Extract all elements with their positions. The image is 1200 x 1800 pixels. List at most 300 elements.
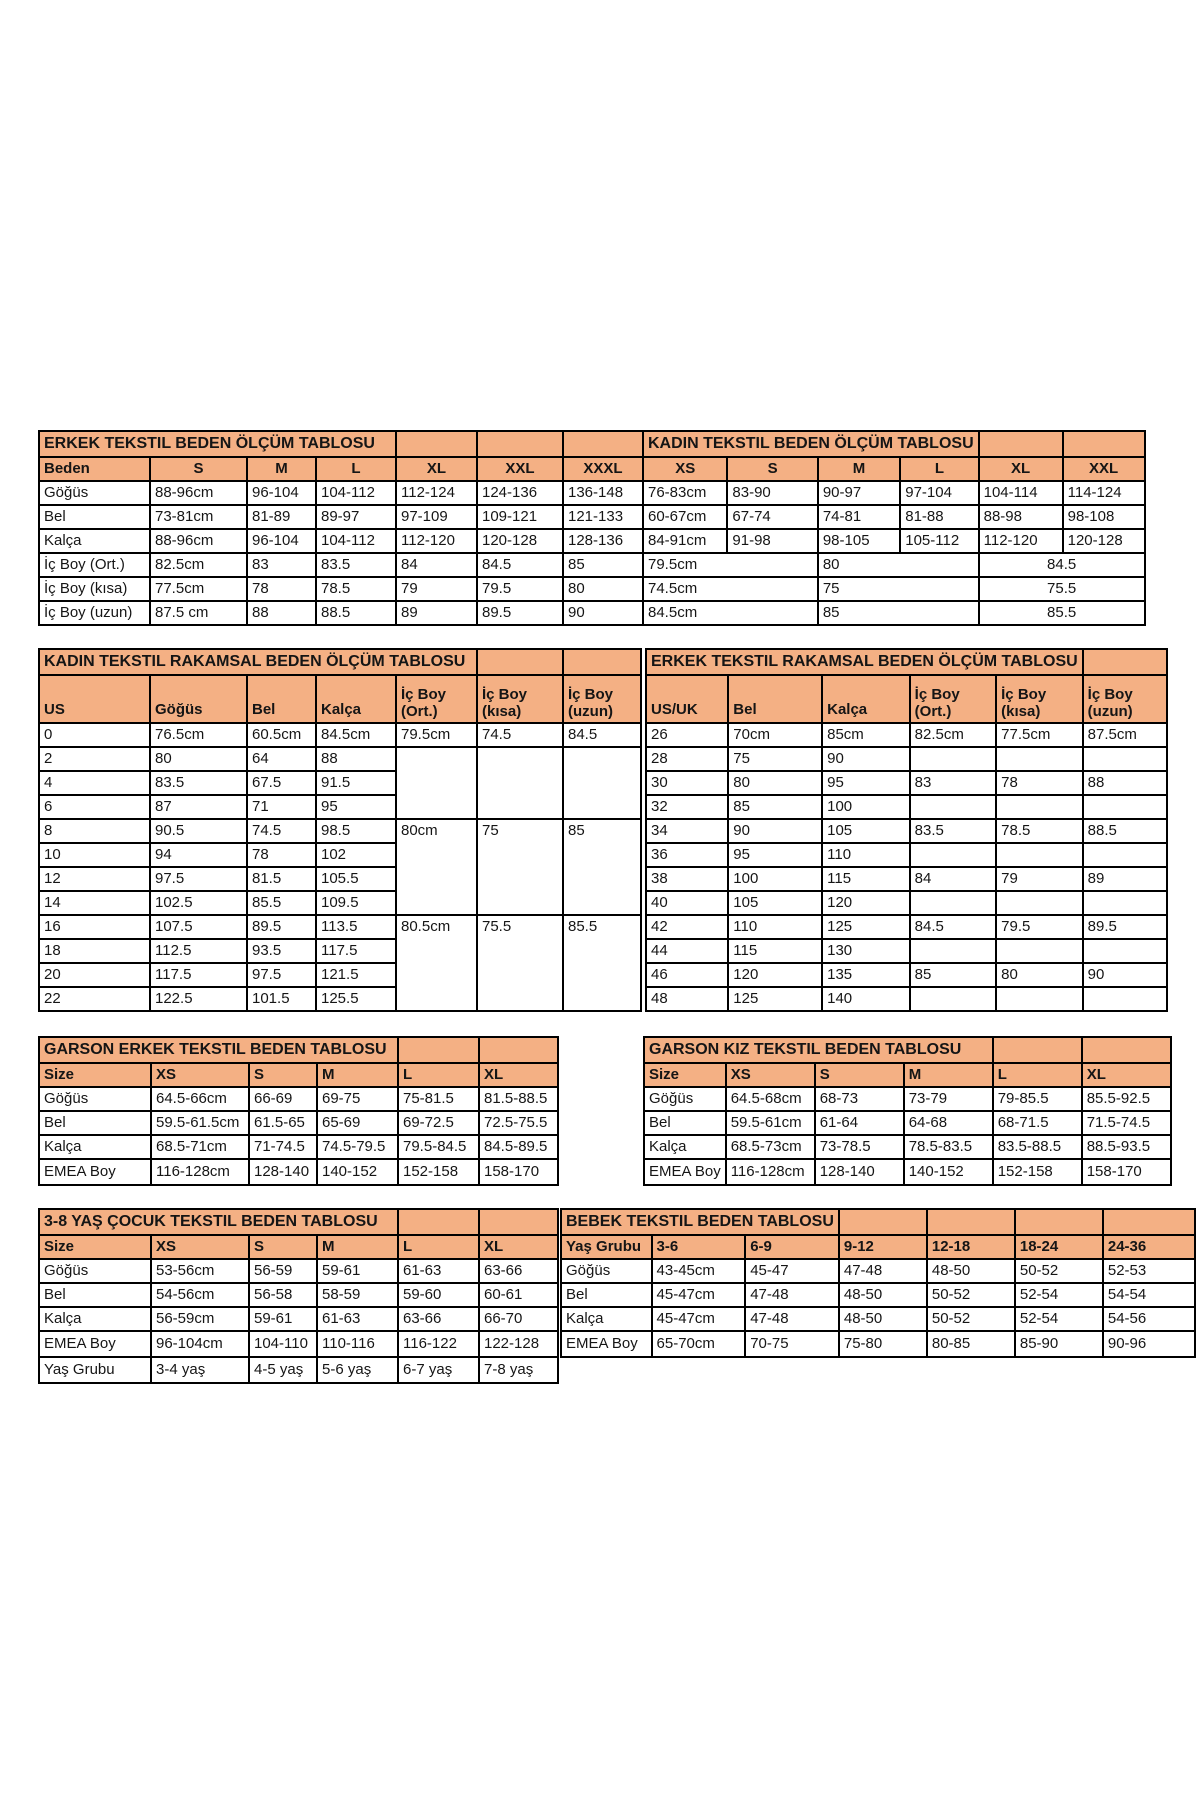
data-cell: 95 — [728, 843, 822, 867]
data-cell: 80 — [728, 771, 822, 795]
data-cell: 81-89 — [247, 505, 316, 529]
data-cell: 85 — [818, 601, 979, 625]
table-row — [39, 723, 641, 747]
table-title-cell — [398, 1209, 479, 1235]
data-cell: 110 — [822, 843, 910, 867]
table-title-cell — [479, 1037, 558, 1063]
data-cell: 98-108 — [1063, 505, 1145, 529]
data-cell: 78 — [247, 577, 316, 601]
data-cell: 122.5 — [150, 987, 247, 1011]
data-cell: 85cm — [822, 723, 910, 747]
row-label: 0 — [39, 723, 150, 747]
data-cell: 52-54 — [1015, 1283, 1103, 1307]
table-row — [39, 675, 641, 723]
data-cell: 88 — [316, 747, 396, 771]
row-label-header: Size — [39, 1235, 151, 1259]
data-cell: 74-81 — [818, 505, 900, 529]
kadin-rakamsal-title: KADIN TEKSTIL RAKAMSAL BEDEN ÖLÇÜM TABLOSU — [39, 649, 477, 675]
data-cell: 130 — [822, 939, 910, 963]
table-row — [646, 723, 1167, 747]
data-cell: 80 — [150, 747, 247, 771]
row-label: 40 — [646, 891, 728, 915]
data-cell: 47-48 — [745, 1283, 839, 1307]
data-cell: 79-85.5 — [993, 1087, 1082, 1111]
data-cell: 122-128 — [479, 1331, 558, 1357]
table-row — [39, 553, 1145, 577]
col-header: M — [818, 457, 900, 481]
data-cell: 78 — [996, 771, 1083, 795]
data-cell: 85.5-92.5 — [1082, 1087, 1171, 1111]
row-label: 38 — [646, 867, 728, 891]
data-cell: 56-58 — [249, 1283, 317, 1307]
data-cell: 101.5 — [247, 987, 316, 1011]
data-cell: 105.5 — [316, 867, 396, 891]
data-cell: 75 — [818, 577, 979, 601]
data-cell: 67-74 — [727, 505, 817, 529]
data-cell: 64.5-66cm — [151, 1087, 249, 1111]
table-title-cell — [927, 1209, 1015, 1235]
data-cell: 68-73 — [815, 1087, 904, 1111]
data-cell: 80-85 — [927, 1331, 1015, 1357]
data-cell: 80 — [563, 577, 643, 601]
data-cell — [910, 747, 996, 771]
col-header: L — [993, 1063, 1082, 1087]
row-label: 46 — [646, 963, 728, 987]
data-cell: 85.5 — [979, 601, 1145, 625]
garson-erkek-beden-table — [38, 1036, 559, 1186]
data-cell: 70-75 — [745, 1331, 839, 1357]
table-row — [39, 1135, 558, 1159]
data-cell — [996, 747, 1083, 771]
data-cell: 83.5-88.5 — [993, 1135, 1082, 1159]
data-cell: 84-91cm — [643, 529, 727, 553]
table-title-cell — [563, 431, 643, 457]
garson-kiz-title: GARSON KIZ TEKSTIL BEDEN TABLOSU — [644, 1037, 993, 1063]
data-cell: 84 — [396, 553, 477, 577]
data-cell: 80.5cm — [396, 915, 477, 1011]
col-header: Kalça — [316, 675, 396, 723]
table-row — [646, 963, 1167, 987]
data-cell — [563, 747, 641, 819]
data-cell: 85.5 — [563, 915, 641, 1011]
data-cell: 95 — [822, 771, 910, 795]
table-row — [644, 1111, 1171, 1135]
data-cell: 128-136 — [563, 529, 643, 553]
data-cell: 98.5 — [316, 819, 396, 843]
data-cell: 120 — [822, 891, 910, 915]
data-cell: 152-158 — [993, 1159, 1082, 1185]
kadin-olcum-title: KADIN TEKSTIL BEDEN ÖLÇÜM TABLOSU — [643, 431, 979, 457]
data-cell: 66-70 — [479, 1307, 558, 1331]
data-cell: 88 — [1083, 771, 1167, 795]
data-cell: 74.5 — [477, 723, 563, 747]
data-cell: 81.5 — [247, 867, 316, 891]
data-cell: 85 — [563, 819, 641, 915]
data-cell: 73-79 — [904, 1087, 993, 1111]
data-cell: 79.5cm — [396, 723, 477, 747]
col-header: S — [249, 1063, 317, 1087]
row-label: EMEA Boy — [39, 1159, 151, 1185]
row-label: 34 — [646, 819, 728, 843]
row-label: 4 — [39, 771, 150, 795]
data-cell: 102 — [316, 843, 396, 867]
row-label: Bel — [39, 1111, 151, 1135]
row-label: Kalça — [39, 1307, 151, 1331]
row-label: Göğüs — [644, 1087, 726, 1111]
table-row — [39, 1259, 558, 1283]
row-label-header: US — [39, 675, 150, 723]
data-cell: 84.5cm — [316, 723, 396, 747]
table-row — [646, 747, 1167, 771]
row-label: 12 — [39, 867, 150, 891]
col-header: 24-36 — [1103, 1235, 1195, 1259]
data-cell: 75.5 — [979, 577, 1145, 601]
data-cell: 75-80 — [839, 1331, 927, 1357]
table-row — [646, 987, 1167, 1011]
data-cell: 89.5 — [247, 915, 316, 939]
row-label: İç Boy (kısa) — [39, 577, 150, 601]
row-label: 44 — [646, 939, 728, 963]
col-header: XS — [151, 1235, 249, 1259]
erkek-kadin-beden-olcum-table — [38, 430, 1146, 626]
data-cell — [396, 747, 477, 819]
data-cell: 59.5-61.5cm — [151, 1111, 249, 1135]
data-cell: 81-88 — [900, 505, 978, 529]
table-title-cell — [1082, 1037, 1171, 1063]
table-row — [39, 1235, 558, 1259]
col-header: L — [900, 457, 978, 481]
row-label-header: US/UK — [646, 675, 728, 723]
data-cell: 112-124 — [396, 481, 477, 505]
col-header: M — [904, 1063, 993, 1087]
row-label: 26 — [646, 723, 728, 747]
data-cell: 69-72.5 — [398, 1111, 479, 1135]
col-header: İç Boy (Ort.) — [910, 675, 996, 723]
data-cell: 76.5cm — [150, 723, 247, 747]
data-cell: 75-81.5 — [398, 1087, 479, 1111]
col-header: İç Boy (kısa) — [477, 675, 563, 723]
garson-erkek-title: GARSON ERKEK TEKSTIL BEDEN TABLOSU — [39, 1037, 398, 1063]
data-cell: 100 — [822, 795, 910, 819]
table-title-cell — [477, 649, 563, 675]
data-cell: 70cm — [728, 723, 822, 747]
col-header: S — [249, 1235, 317, 1259]
data-cell: 84.5cm — [643, 601, 818, 625]
data-cell — [1083, 843, 1167, 867]
data-cell: 85 — [728, 795, 822, 819]
col-header: S — [815, 1063, 904, 1087]
data-cell: 125 — [822, 915, 910, 939]
row-label: Göğüs — [39, 1259, 151, 1283]
data-cell: 74.5 — [247, 819, 316, 843]
col-header: 3-6 — [652, 1235, 746, 1259]
data-cell: 88-96cm — [150, 481, 247, 505]
data-cell: 88.5 — [1083, 819, 1167, 843]
data-cell: 78 — [247, 843, 316, 867]
table-row — [39, 1357, 558, 1383]
table-title-cell — [477, 431, 563, 457]
data-cell: 79.5 — [996, 915, 1083, 939]
table-row — [39, 915, 641, 939]
col-header: M — [317, 1063, 398, 1087]
data-cell: 84 — [910, 867, 996, 891]
row-label-header: Beden — [39, 457, 150, 481]
data-cell: 73-81cm — [150, 505, 247, 529]
col-header: İç Boy (kısa) — [996, 675, 1083, 723]
data-cell: 69-75 — [317, 1087, 398, 1111]
table-title-cell — [979, 431, 1063, 457]
data-cell: 125.5 — [316, 987, 396, 1011]
table-title-cell — [563, 649, 641, 675]
table-row — [39, 577, 1145, 601]
data-cell: 59.5-61cm — [726, 1111, 815, 1135]
data-cell: 78.5 — [316, 577, 396, 601]
table-row — [39, 1037, 558, 1063]
data-cell — [910, 891, 996, 915]
data-cell: 100 — [728, 867, 822, 891]
row-label: Göğüs — [39, 1087, 151, 1111]
table-row — [561, 1209, 1195, 1235]
data-cell: 50-52 — [927, 1283, 1015, 1307]
col-header: S — [150, 457, 247, 481]
data-cell: 79.5-84.5 — [398, 1135, 479, 1159]
row-label: 16 — [39, 915, 150, 939]
row-label: İç Boy (Ort.) — [39, 553, 150, 577]
data-cell: 140 — [822, 987, 910, 1011]
data-cell: 104-114 — [979, 481, 1063, 505]
data-cell: 89 — [1083, 867, 1167, 891]
table-row — [39, 529, 1145, 553]
data-cell: 80 — [996, 963, 1083, 987]
data-cell: 90 — [728, 819, 822, 843]
data-cell — [1083, 891, 1167, 915]
data-cell: 83-90 — [727, 481, 817, 505]
row-label: 6 — [39, 795, 150, 819]
table-row — [561, 1283, 1195, 1307]
data-cell: 97.5 — [247, 963, 316, 987]
row-label: 28 — [646, 747, 728, 771]
table-row — [646, 771, 1167, 795]
data-cell: 94 — [150, 843, 247, 867]
data-cell: 45-47cm — [652, 1283, 746, 1307]
row-label: Bel — [39, 1283, 151, 1307]
data-cell: 75 — [728, 747, 822, 771]
table-row — [646, 649, 1167, 675]
data-cell: 67.5 — [247, 771, 316, 795]
data-cell: 83 — [910, 771, 996, 795]
data-cell: 77.5cm — [996, 723, 1083, 747]
row-label: 48 — [646, 987, 728, 1011]
table-row — [646, 675, 1167, 723]
erkek-rakamsal-beden-table — [645, 648, 1168, 1012]
table-title-cell — [479, 1209, 558, 1235]
data-cell: 79 — [996, 867, 1083, 891]
data-cell: 82.5cm — [150, 553, 247, 577]
col-header: XS — [151, 1063, 249, 1087]
col-header: XS — [643, 457, 727, 481]
data-cell: 90.5 — [150, 819, 247, 843]
data-cell: 152-158 — [398, 1159, 479, 1185]
erkek-rakamsal-title: ERKEK TEKSTIL RAKAMSAL BEDEN ÖLÇÜM TABLOSU — [646, 649, 1083, 675]
col-header: XS — [726, 1063, 815, 1087]
row-label: 14 — [39, 891, 150, 915]
data-cell: 109.5 — [316, 891, 396, 915]
data-cell: 78.5-83.5 — [904, 1135, 993, 1159]
data-cell: 97-104 — [900, 481, 978, 505]
data-cell — [1083, 939, 1167, 963]
data-cell: 74.5cm — [643, 577, 818, 601]
data-cell: 80 — [818, 553, 979, 577]
data-cell: 45-47cm — [652, 1307, 746, 1331]
table-row — [39, 457, 1145, 481]
table-row — [644, 1159, 1171, 1185]
data-cell: 82.5cm — [910, 723, 996, 747]
col-header: İç Boy (Ort.) — [396, 675, 477, 723]
table-row — [39, 649, 641, 675]
table-row — [39, 1111, 558, 1135]
table-row — [646, 795, 1167, 819]
data-cell: 7-8 yaş — [479, 1357, 558, 1383]
data-cell: 75.5 — [477, 915, 563, 1011]
data-cell: 61-63 — [317, 1307, 398, 1331]
col-header: XL — [479, 1063, 558, 1087]
row-label: 2 — [39, 747, 150, 771]
data-cell: 59-61 — [249, 1307, 317, 1331]
data-cell: 79 — [396, 577, 477, 601]
data-cell: 96-104 — [247, 529, 316, 553]
data-cell: 115 — [822, 867, 910, 891]
data-cell: 116-128cm — [726, 1159, 815, 1185]
data-cell: 120-128 — [477, 529, 563, 553]
data-cell: 90 — [1083, 963, 1167, 987]
data-cell: 110-116 — [317, 1331, 398, 1357]
data-cell: 68.5-73cm — [726, 1135, 815, 1159]
data-cell: 98-105 — [818, 529, 900, 553]
data-cell: 74.5-79.5 — [317, 1135, 398, 1159]
data-cell: 85-90 — [1015, 1331, 1103, 1357]
data-cell: 79.5cm — [643, 553, 818, 577]
row-label: Bel — [561, 1283, 652, 1307]
table-row — [39, 1331, 558, 1357]
data-cell: 54-56cm — [151, 1283, 249, 1307]
col-header: İç Boy (uzun) — [563, 675, 641, 723]
data-cell: 120-128 — [1063, 529, 1145, 553]
data-cell: 61-63 — [398, 1259, 479, 1283]
data-cell: 60-67cm — [643, 505, 727, 529]
row-label: 30 — [646, 771, 728, 795]
data-cell: 78.5 — [996, 819, 1083, 843]
col-header: L — [316, 457, 396, 481]
data-cell: 102.5 — [150, 891, 247, 915]
data-cell: 84.5-89.5 — [479, 1135, 558, 1159]
data-cell: 91-98 — [727, 529, 817, 553]
table-row — [39, 1159, 558, 1185]
data-cell: 96-104 — [247, 481, 316, 505]
data-cell: 3-4 yaş — [151, 1357, 249, 1383]
data-cell: 48-50 — [839, 1307, 927, 1331]
table-row — [39, 601, 1145, 625]
data-cell: 64 — [247, 747, 316, 771]
table-title-cell — [1083, 649, 1167, 675]
data-cell: 77.5cm — [150, 577, 247, 601]
row-label: Kalça — [39, 1135, 151, 1159]
data-cell: 64-68 — [904, 1111, 993, 1135]
data-cell: 107.5 — [150, 915, 247, 939]
data-cell — [910, 843, 996, 867]
col-header: Kalça — [822, 675, 910, 723]
data-cell: 87.5cm — [1083, 723, 1167, 747]
data-cell: 117.5 — [316, 939, 396, 963]
row-label: EMEA Boy — [561, 1331, 652, 1357]
data-cell: 59-61 — [317, 1259, 398, 1283]
data-cell: 95 — [316, 795, 396, 819]
table-row — [39, 1283, 558, 1307]
data-cell: 68-71.5 — [993, 1111, 1082, 1135]
data-cell: 140-152 — [317, 1159, 398, 1185]
data-cell: 85 — [910, 963, 996, 987]
bebek-title: BEBEK TEKSTIL BEDEN TABLOSU — [561, 1209, 839, 1235]
cocuk-title: 3-8 YAŞ ÇOCUK TEKSTIL BEDEN TABLOSU — [39, 1209, 398, 1235]
data-cell: 71-74.5 — [249, 1135, 317, 1159]
data-cell: 56-59 — [249, 1259, 317, 1283]
data-cell: 75 — [477, 819, 563, 915]
col-header: Bel — [247, 675, 316, 723]
data-cell: 87 — [150, 795, 247, 819]
table-row — [644, 1063, 1171, 1087]
table-row — [561, 1307, 1195, 1331]
data-cell: 53-56cm — [151, 1259, 249, 1283]
col-header: XL — [1082, 1063, 1171, 1087]
data-cell: 87.5 cm — [150, 601, 247, 625]
table-row — [561, 1259, 1195, 1283]
data-cell: 54-54 — [1103, 1283, 1195, 1307]
data-cell — [996, 987, 1083, 1011]
data-cell: 88 — [247, 601, 316, 625]
data-cell: 50-52 — [1015, 1259, 1103, 1283]
bebek-beden-table — [560, 1208, 1196, 1358]
table-title-cell — [839, 1209, 927, 1235]
data-cell: 90 — [563, 601, 643, 625]
table-row — [644, 1037, 1171, 1063]
table-row — [646, 939, 1167, 963]
data-cell: 83 — [247, 553, 316, 577]
table-row — [39, 431, 1145, 457]
data-cell: 124-136 — [477, 481, 563, 505]
data-cell: 128-140 — [249, 1159, 317, 1185]
data-cell: 90-96 — [1103, 1331, 1195, 1357]
table-row — [646, 843, 1167, 867]
data-cell — [1083, 747, 1167, 771]
data-cell: 115 — [728, 939, 822, 963]
data-cell: 93.5 — [247, 939, 316, 963]
data-cell: 84.5 — [563, 723, 641, 747]
data-cell: 140-152 — [904, 1159, 993, 1185]
row-label: Kalça — [644, 1135, 726, 1159]
data-cell: 104-112 — [316, 529, 396, 553]
col-header: S — [727, 457, 817, 481]
row-label-header: Size — [644, 1063, 726, 1087]
row-label: 20 — [39, 963, 150, 987]
col-header: Bel — [728, 675, 822, 723]
data-cell: 79.5 — [477, 577, 563, 601]
data-cell: 71 — [247, 795, 316, 819]
data-cell: 83.5 — [316, 553, 396, 577]
garson-kiz-beden-table — [643, 1036, 1172, 1186]
data-cell: 45-47 — [745, 1259, 839, 1283]
data-cell: 65-70cm — [652, 1331, 746, 1357]
col-header: 9-12 — [839, 1235, 927, 1259]
row-label: Göğüs — [561, 1259, 652, 1283]
